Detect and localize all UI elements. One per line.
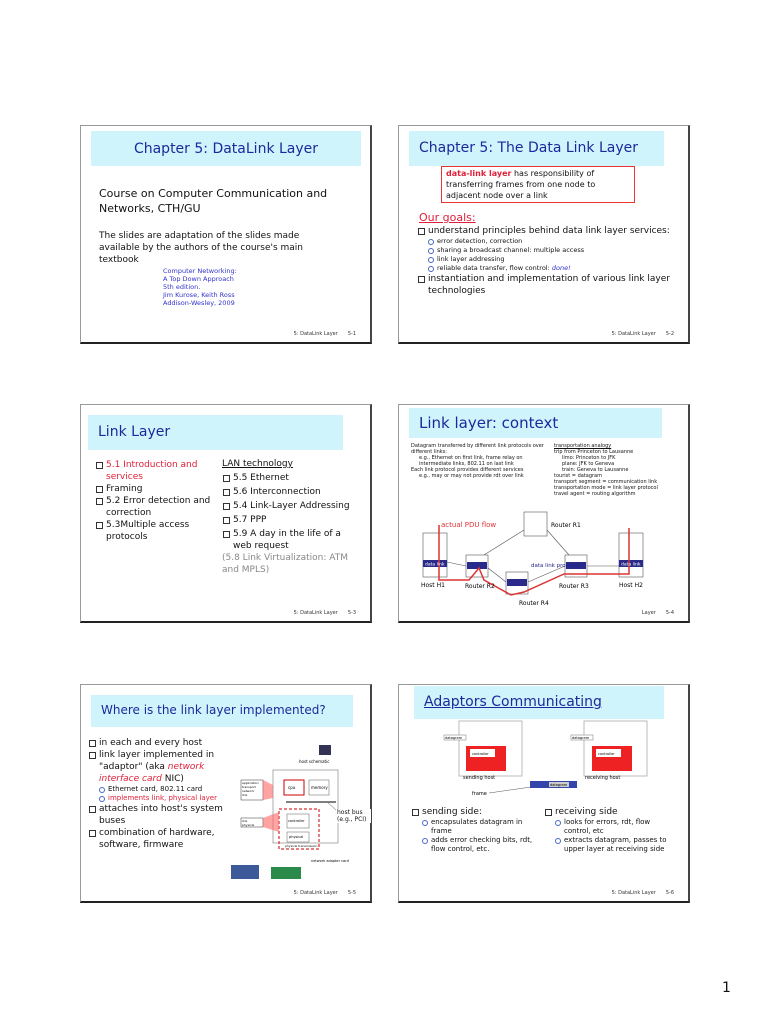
toc-item: 5.7 PPP: [222, 514, 357, 526]
svg-text:Router R1: Router R1: [551, 522, 581, 529]
svg-text:sending host: sending host: [463, 775, 496, 781]
slide-1: [80, 125, 372, 344]
toc-item: 5.2 Error detection and correction: [95, 495, 215, 519]
slide-footer: 5: DataLink Layer 5-5: [293, 890, 356, 896]
svg-text:controller: controller: [598, 752, 615, 756]
svg-text:frame: frame: [472, 791, 487, 797]
toc-item: 5.4 Link-Layer Addressing: [222, 500, 357, 512]
svg-text:controller: controller: [472, 752, 489, 756]
book-reference: Computer Networking: A Top Down Approach 5th edition. Jim Kurose, Keith Ross Addison-Wesley, 2009: [163, 267, 237, 307]
sub-bullet: implements link, physical layer: [88, 794, 228, 803]
slide-5: [80, 684, 372, 903]
svg-text:Router R2: Router R2: [465, 583, 495, 590]
slide-4: [398, 404, 690, 623]
goals-heading: Our goals:: [419, 211, 476, 224]
svg-text:link: link: [242, 793, 248, 797]
slide-footer: 5: DataLink Layer 5-6: [611, 890, 674, 896]
sub-bullet: Ethernet card, 802.11 card: [88, 785, 228, 794]
svg-text:physical transmission: physical transmission: [285, 844, 318, 848]
svg-text:actual PDU flow: actual PDU flow: [441, 521, 497, 529]
slide-footer: Layer 5-4: [641, 610, 674, 616]
toc-item-optional: (5.8 Link Virtualization: ATM and MPLS): [222, 553, 348, 575]
svg-text:transport: transport: [242, 785, 256, 789]
svg-text:data link protocol: data link protocol: [531, 563, 580, 569]
slide-title: Adaptors Communicating: [414, 686, 664, 719]
svg-text:Host H2: Host H2: [619, 582, 643, 589]
svg-text:data link: data link: [425, 562, 445, 568]
svg-text:receiving host: receiving host: [585, 775, 621, 781]
svg-text:network adapter card: network adapter card: [311, 859, 349, 863]
toc-item: 5.6 Interconnection: [222, 486, 357, 498]
sub-bullet: sharing a broadcast channel: multiple access: [417, 246, 682, 255]
svg-text:controller: controller: [288, 819, 305, 823]
network-context-diagram: [399, 510, 689, 620]
sub-bullet: link layer addressing: [417, 255, 682, 264]
toc-item: 5.9 A day in the life of a web request: [222, 528, 357, 552]
bullet: link layer implemented in "adaptor" (aka network interface card NIC): [88, 749, 228, 785]
slide-6: [398, 684, 690, 903]
svg-text:cpu: cpu: [288, 785, 296, 790]
svg-text:datagram: datagram: [550, 783, 568, 787]
course-text: Course on Computer Communication and Networks, CTH/GU: [99, 187, 328, 215]
slide-2: [398, 125, 690, 344]
adaptors-diagram: [439, 719, 669, 799]
bullet: understand principles behind data link layer services:: [417, 225, 682, 237]
slide-footer: 5: DataLink Layer 5-1: [293, 331, 356, 337]
slide-title: Chapter 5: The Data Link Layer: [409, 131, 664, 166]
toc-item: 5.5 Ethernet: [222, 472, 357, 484]
sending-side: sending side: encapsulates datagram in frame adds error checking bits, rdt, flow control, etc.: [411, 806, 536, 854]
slide-3: [80, 404, 372, 623]
toc-item: 5.1 Introduction and services: [95, 459, 215, 483]
slide-title: Chapter 5: DataLink Layer: [91, 131, 361, 166]
slide-footer: 5: DataLink Layer 5-3: [293, 610, 356, 616]
toc-item: 5.3Multiple access protocols: [95, 519, 215, 543]
right-column: transportation analogy trip from Princeton to Lausanne limo: Princeton to JFK plane: JFK to Geneva train: Geneva to Lausanne tourist = datagram transport segment = communication link transportation mode = link layer protocol travel agent = routing algorithm: [554, 443, 658, 497]
svg-text:physical: physical: [242, 823, 255, 827]
svg-text:application: application: [242, 781, 259, 785]
receiving-side: receiving side looks for errors, rdt, flow control, etc extracts datagram, passes to upper layer at receiving side: [544, 806, 669, 854]
slide-title: Link layer: context: [409, 408, 662, 438]
sub-bullet: reliable data transfer, flow control: done!: [417, 264, 682, 273]
bullet: instantiation and implementation of various link layer technologies: [417, 273, 682, 297]
svg-text:datagram: datagram: [572, 736, 590, 740]
svg-text:network: network: [242, 789, 255, 793]
svg-text:Router R4: Router R4: [519, 600, 549, 607]
slide-title: Where is the link layer implemented?: [91, 695, 353, 727]
svg-text:memory: memory: [311, 785, 328, 790]
toc-item: Framing: [95, 483, 215, 495]
host-bus-label: host bus (e.g., PCI): [337, 809, 371, 823]
svg-text:host schematic: host schematic: [299, 759, 330, 764]
page-number: 1: [722, 980, 731, 996]
slide-footer: 5: DataLink Layer 5-2: [611, 331, 674, 337]
intro-text: The slides are adaptation of the slides made available by the authors of the course's main textbook: [99, 231, 303, 265]
svg-text:physical: physical: [289, 835, 304, 839]
bullet: attaches into host's system buses: [88, 803, 228, 827]
svg-text:data link: data link: [621, 562, 641, 568]
bullet: in each and every host: [88, 737, 228, 749]
sub-bullet: error detection, correction: [417, 237, 682, 246]
svg-text:Router R3: Router R3: [559, 583, 589, 590]
left-column: Datagram transferred by different link protocols over different links: e.g., Ethernet on first link, frame relay on intermediate links, 802.11 on last link Each link protocol provides different services e.g., may or may not provide rdt over link: [411, 443, 544, 479]
definition-box: data-link layer has responsibility of transferring frames from one node to adjacent node over a link: [441, 166, 635, 203]
svg-text:Host H1: Host H1: [421, 582, 445, 589]
slide-title: Link Layer: [88, 415, 343, 450]
lan-heading: LAN technology: [222, 459, 293, 469]
bullet: combination of hardware, software, firmware: [88, 827, 228, 851]
svg-text:link: link: [242, 819, 248, 823]
svg-text:datagram: datagram: [445, 736, 463, 740]
